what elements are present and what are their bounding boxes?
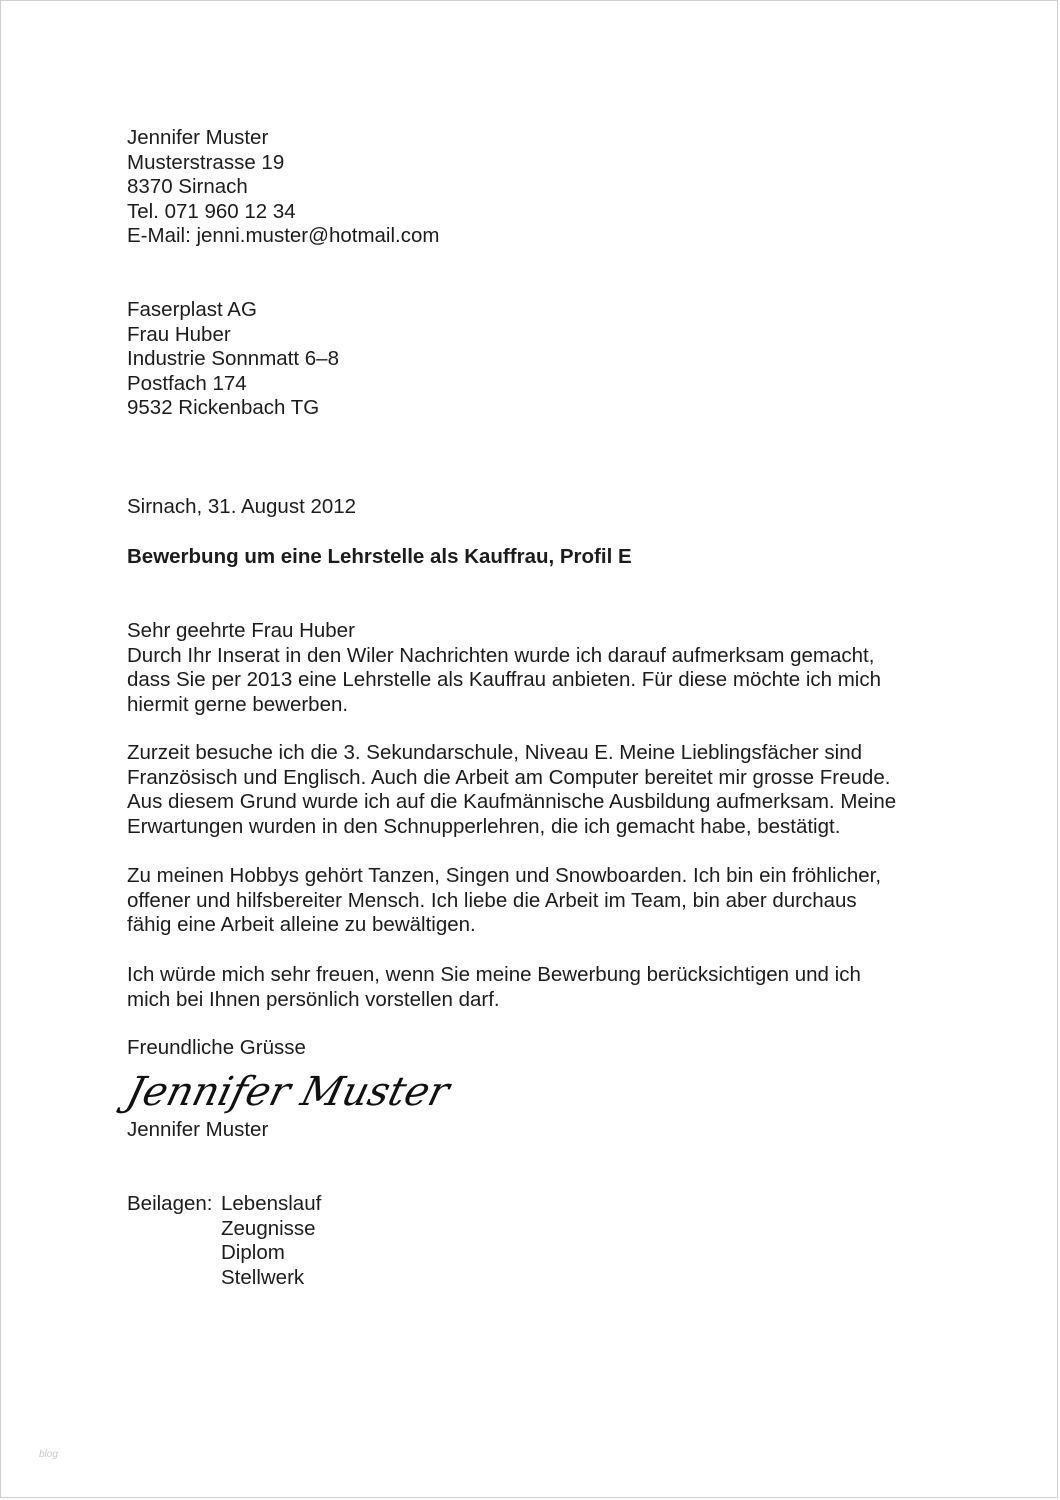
p1-line: dass Sie per 2013 eine Lehrstelle als Kauffrau anbieten. Für diese möchte ich mich	[127, 668, 882, 692]
p4-line: mich bei Ihnen persönlich vorstellen darf.	[127, 987, 500, 1011]
p2-line: Französisch und Englisch. Auch die Arbeit am Computer bereitet mir grosse Freude.	[127, 765, 891, 789]
paragraph-education	[127, 741, 947, 839]
signed-name-text: Jennifer Muster	[127, 1118, 269, 1141]
sender-street: Musterstrasse 19	[127, 150, 285, 174]
sender-name: Jennifer Muster	[127, 126, 269, 149]
recipient-company: Faserplast AG	[127, 298, 257, 321]
p4-line: Ich würde mich sehr freuen, wenn Sie meine Bewerbung berücksichtigen und ich	[127, 963, 861, 986]
recipient-contact: Frau Huber	[127, 322, 231, 346]
paragraph-closing	[127, 963, 947, 1012]
salutation: Sehr geehrte Frau Huber	[127, 619, 355, 642]
recipient-city: 9532 Rickenbach TG	[127, 396, 320, 420]
recipient-address	[127, 298, 339, 421]
date-text: Sirnach, 31. August 2012	[127, 495, 357, 518]
p1-line: Durch Ihr Inserat in den Wiler Nachrichten wurde ich darauf aufmerksam gemacht,	[127, 643, 875, 667]
p3-line: offener und hilfsbereiter Mensch. Ich liebe die Arbeit im Team, bin aber durchaus	[127, 888, 857, 912]
p2-line: Aus diesem Grund wurde ich auf die Kaufmännische Ausbildung aufmerksam. Meine	[127, 790, 897, 814]
p2-line: Erwartungen wurden in den Schnupperlehren, die ich gemacht habe, bestätigt.	[127, 814, 841, 838]
attachment-item: Lebenslauf	[221, 1192, 322, 1215]
letter-date	[127, 495, 356, 520]
subject-text: Bewerbung um eine Lehrstelle als Kauffrau, Profil E	[127, 545, 632, 568]
closing-greeting	[127, 1036, 306, 1061]
attachment-item: Zeugnisse	[221, 1216, 316, 1240]
p1-line: hiermit gerne bewerben.	[127, 692, 349, 716]
signature-script: Jennifer Muster	[122, 1067, 455, 1115]
attachment-item: Diplom	[221, 1241, 285, 1265]
sender-address	[127, 126, 439, 249]
p3-line: Zu meinen Hobbys gehört Tanzen, Singen und Snowboarden. Ich bin ein fröhlicher,	[127, 864, 882, 887]
signed-name	[127, 1118, 268, 1143]
sender-email: E-Mail: jenni.muster@hotmail.com	[127, 224, 440, 248]
p2-line: Zurzeit besuche ich die 3. Sekundarschule, Niveau E. Meine Lieblingsfächer sind	[127, 741, 862, 764]
attachment-item: Stellwerk	[221, 1265, 305, 1289]
attachments-label: Beilagen:	[127, 1192, 213, 1215]
paragraph-hobbies	[127, 864, 947, 938]
recipient-po-box: Postfach 174	[127, 371, 247, 395]
letter-subject	[127, 545, 632, 570]
recipient-street: Industrie Sonnmatt 6–8	[127, 347, 339, 371]
signature-graphic	[121, 1063, 455, 1123]
attachments-list	[221, 1192, 321, 1290]
sender-phone: Tel. 071 960 12 34	[127, 199, 296, 223]
closing-text: Freundliche Grüsse	[127, 1036, 306, 1059]
sender-city: 8370 Sirnach	[127, 175, 248, 199]
p3-line: fähig eine Arbeit alleine zu bewältigen.	[127, 913, 476, 937]
salutation-and-intro	[127, 619, 947, 717]
handwritten-signature	[121, 1063, 455, 1123]
watermark: blog	[39, 1449, 58, 1460]
